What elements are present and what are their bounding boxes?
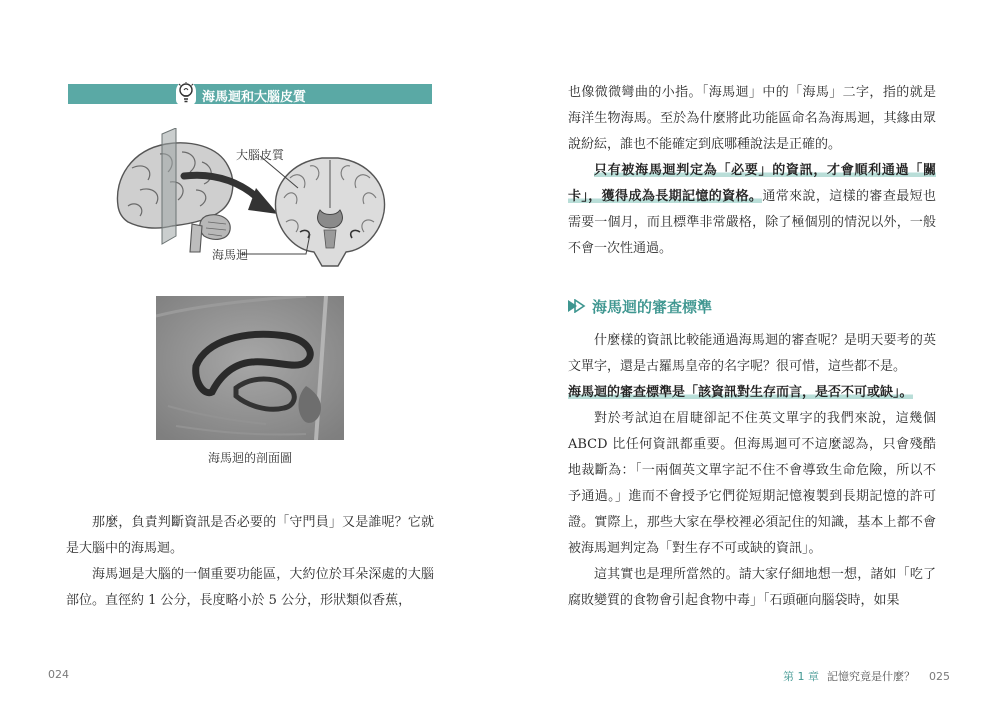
- label-hippocampus: 海馬迴: [212, 248, 249, 262]
- right-paragraph-3: 什麼樣的資訊比較能通過海馬迴的審查呢？是明天要考的英文單字，還是古羅馬皇帝的名字呢？很可惜，這些都不是。: [568, 333, 936, 374]
- section-title: 海馬迴和大腦皮質: [202, 90, 307, 105]
- brain-diagram: [110, 128, 390, 268]
- right-paragraph-5: 對於考試迫在眉睫卻記不住英文單字的我們來說，這幾個 ABCD 比任何資訊都重要。但海馬迴可不這麼認為，只會殘酷地裁斷為：「一兩個英文單字記不住不會導致生命危險，所以不予通過。」進而不會授予它們從短期記憶複製到長期記憶的許可證。實際上，那些大家在學校裡必須記住的知識，基本上都不會被海馬迴判定為「對生存不可或缺的資訊」。: [568, 411, 936, 556]
- page-number-left: 024: [48, 668, 69, 681]
- section-title-bar: [68, 84, 432, 104]
- hippocampus-section-photo: [156, 296, 344, 440]
- left-paragraph-2: 海馬迴是大腦的一個重要功能區，大約位於耳朵深處的大腦部位。直徑約 1 公分，長度略小於 5 公分，形狀類似香蕉，: [66, 567, 434, 608]
- triangle-marker-icon: [568, 299, 586, 317]
- right-paragraph-6: 這其實也是理所當然的。請大家仔細地想一想，諸如「吃了腐敗變質的食物會引起食物中毒」「石頭砸向腦袋時，如果: [568, 567, 936, 608]
- right-paragraph-4: [568, 380, 936, 406]
- label-cortex: 大腦皮質: [236, 148, 285, 162]
- page-number-right: 025: [929, 670, 950, 683]
- lightbulb-icon: [176, 81, 196, 105]
- section-heading-text: 海馬迴的審查標準: [592, 298, 713, 316]
- right-paragraph-2-rest: 通常來說，這樣的審查最短也需要一個月，而且標準非常嚴格，除了極個別的情況以外，一般不會一次性通過。: [568, 189, 936, 256]
- right-paragraph-1: 也像微微彎曲的小指。「海馬迴」中的「海馬」二字，指的就是海洋生物海馬。至於為什麼將此功能區命名為海馬迴，其緣由眾說紛紜，誰也不能確定到底哪種說法是正確的。: [568, 85, 936, 152]
- footer-chapter: 第 1 章: [783, 670, 819, 683]
- footer-right: [783, 668, 950, 684]
- highlight-necessary-info: 只有被海馬迴判定為「必要」的資訊，才會順利通過「關卡」，獲得成為長期記憶的資格。: [568, 163, 936, 204]
- highlight-criterion: 海馬迴的審查標準是「該資訊對生存而言，是否不可或缺」。: [568, 385, 913, 400]
- left-paragraph-1: 那麼，負責判斷資訊是否必要的「守門員」又是誰呢？它就是大腦中的海馬迴。: [66, 515, 434, 556]
- right-paragraph-2: [568, 158, 936, 262]
- photo-caption: 海馬迴的剖面圖: [207, 451, 292, 465]
- footer-chapter-title: 記憶究竟是什麼？: [827, 670, 915, 683]
- right-page: [500, 0, 1000, 710]
- section-heading: [568, 296, 712, 318]
